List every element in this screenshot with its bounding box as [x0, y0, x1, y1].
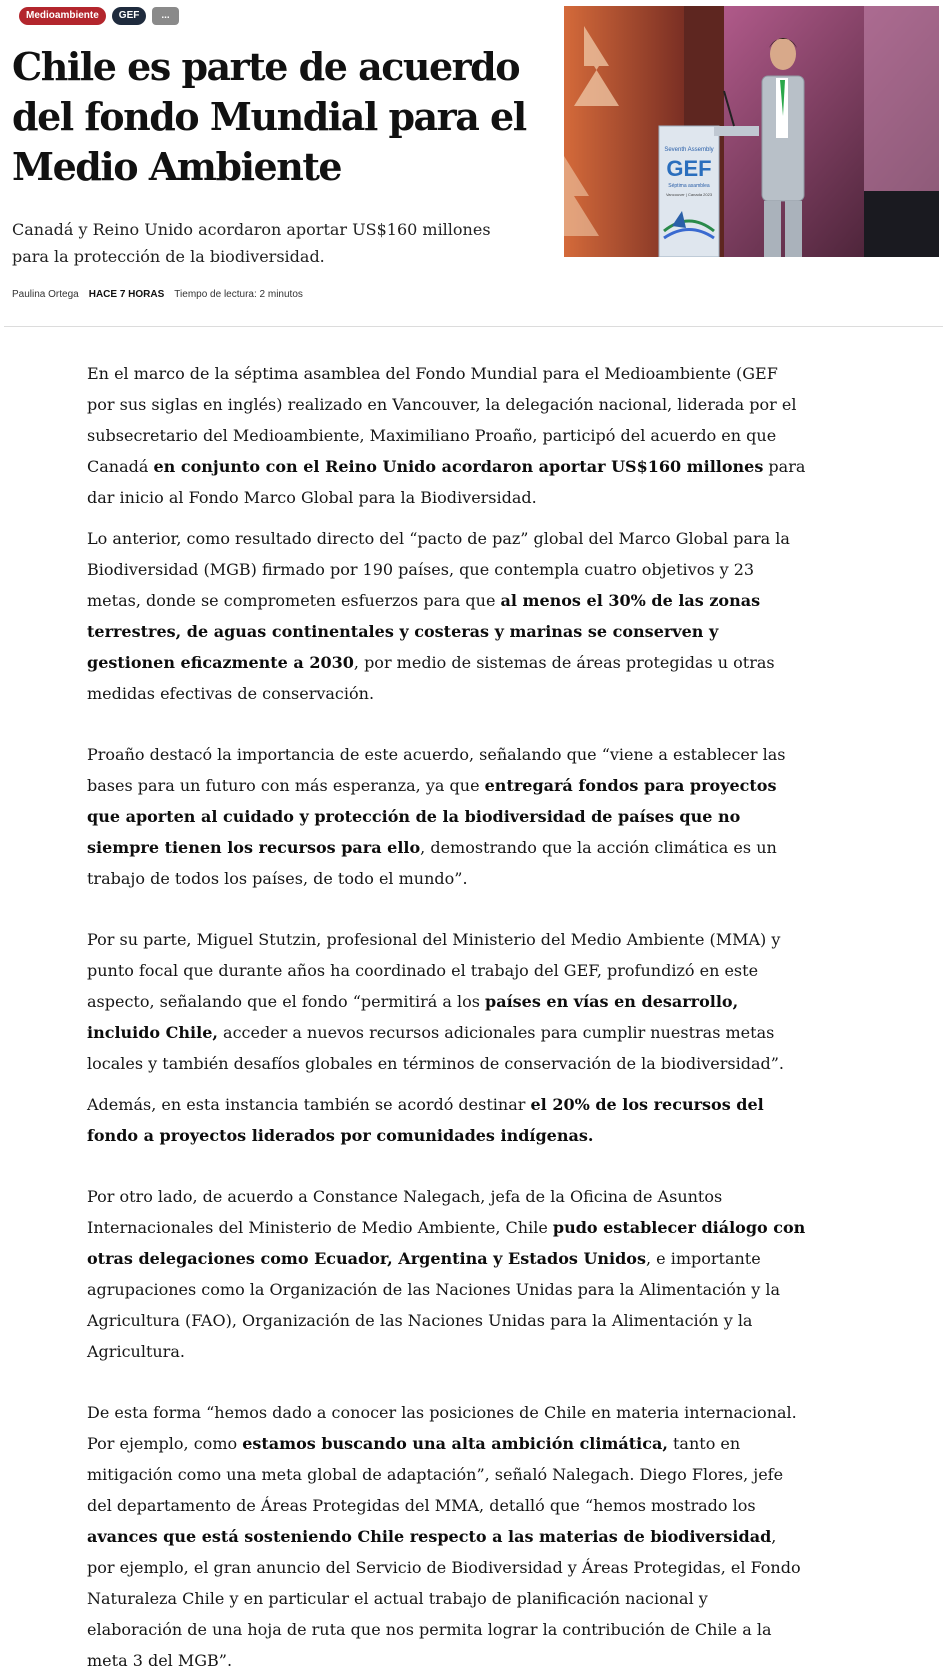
- author-name[interactable]: Paulina Ortega: [12, 289, 79, 300]
- podium-line-3: Vancouver | Canada 2023: [665, 192, 713, 197]
- article-header: [4, 0, 943, 327]
- text-run: En el marco de la séptima asamblea del Fondo Mundial para el Medioambiente (GEF por sus siglas en inglés) realizado en Vancouver, la delegación nacional, liderada por el subsecretario del Medioambiente, Maximiliano Proaño, participó del acuerdo en que Canadá: [87, 364, 797, 476]
- publish-time: HACE 7 HORAS: [88, 289, 165, 300]
- podium-line-1: Seventh Assembly: [664, 147, 714, 153]
- text-run: , demostrando que la acción climática es un trabajo de todos los países, de todo el mundo”.: [87, 838, 777, 888]
- podium-logo: GEF: [666, 156, 712, 181]
- article-paragraph: [87, 1397, 807, 1676]
- article-paragraph: [87, 924, 807, 1079]
- text-run: Proaño destacó la importancia de este acuerdo, señalando que “viene a establecer las bases para un futuro con más esperanza, ya que: [87, 745, 786, 795]
- hero-photo-illustration: [564, 6, 939, 257]
- bold-text: estamos buscando una alta ambición climática,: [242, 1434, 668, 1453]
- text-run: Por su parte, Miguel Stutzin, profesional del Ministerio del Medio Ambiente (MMA) y punto focal que durante años ha coordinado el trabajo del GEF, profundizó en este aspecto, señalando que el fondo “permitirá a los: [87, 930, 781, 1011]
- bold-text: en conjunto con el Reino Unido acordaron aportar US$160 millones: [153, 457, 764, 476]
- tag-gef[interactable]: GEF: [112, 7, 147, 25]
- tag-more[interactable]: ...: [152, 7, 178, 25]
- text-run: Además, en esta instancia también se acordó destinar: [87, 1095, 531, 1114]
- article-paragraph: [87, 739, 807, 894]
- headline: Chile es parte de acuerdo del fondo Mundial para el Medio Ambiente: [12, 44, 526, 189]
- bold-text: países en vías en desarrollo, incluido Chile,: [87, 992, 739, 1042]
- text-run: para dar inicio al Fondo Marco Global para la Biodiversidad.: [87, 457, 806, 507]
- subtitle: Canadá y Reino Unido acordaron aportar US$160 millones para la protección de la biodiversidad.: [12, 220, 491, 266]
- article-body: [87, 358, 807, 1676]
- bold-text: pudo establecer diálogo con otras delegaciones como Ecuador, Argentina y Estados Unidos: [87, 1218, 806, 1268]
- article-paragraph: [87, 358, 807, 513]
- text-run: Lo anterior, como resultado directo del “pacto de paz” global del Marco Global para la Biodiversidad (MGB) firmado por 190 países, que contempla cuatro objetivos y 23 metas, donde se comprometen esfuerzos para que: [87, 529, 790, 610]
- bold-text: entregará fondos para proyectos que aporten al cuidado y protección de la biodiversidad de países que no siempre tienen los recursos para ello: [87, 776, 777, 857]
- article-paragraph: [87, 1089, 807, 1151]
- text-run: Por otro lado, de acuerdo a Constance Nalegach, jefa de la Oficina de Asuntos Internacionales del Ministerio de Medio Ambiente, Chile: [87, 1187, 723, 1237]
- bold-text: avances que está sosteniendo Chile respecto a las materias de biodiversidad: [87, 1527, 772, 1546]
- text-run: tanto en mitigación como una meta global de adaptación”, señaló Nalegach. Diego Flores, jefe del departamento de Áreas Protegidas del MMA, detalló que “hemos mostrado los: [87, 1434, 784, 1515]
- article-paragraph: [87, 523, 807, 709]
- reading-time: Tiempo de lectura: 2 minutos: [174, 289, 303, 300]
- article-paragraph: [87, 1181, 807, 1367]
- text-run: , por ejemplo, el gran anuncio del Servicio de Biodiversidad y Áreas Protegidas, el Fondo Naturaleza Chile y en particular el actual trabajo de planificación nacional y elaboración de una hoja de ruta que nos permita lograr la contribución de Chile a la meta 3 del MGB”.: [87, 1527, 801, 1670]
- text-run: De esta forma “hemos dado a conocer las posiciones de Chile en materia internacional. Por ejemplo, como: [87, 1403, 797, 1453]
- text-run: acceder a nuevos recursos adicionales para cumplir nuestras metas locales y también desafíos globales en términos de conservación de la biodiversidad”.: [87, 1023, 784, 1073]
- text-run: , por medio de sistemas de áreas protegidas u otras medidas efectivas de conservación.: [87, 653, 775, 703]
- hero-photo[interactable]: [564, 6, 939, 257]
- text-run: , e importante agrupaciones como la Organización de las Naciones Unidas para la Alimentación y la Agricultura (FAO), Organización de las Naciones Unidas para la Alimentación y la Agricultura.: [87, 1249, 780, 1361]
- bold-text: al menos el 30% de las zonas terrestres, de aguas continentales y costeras y marinas se conserven y gestionen eficazmente a 2030: [87, 591, 761, 672]
- bold-text: el 20% de los recursos del fondo a proyectos liderados por comunidades indígenas.: [87, 1095, 764, 1145]
- byline: [12, 289, 303, 300]
- podium-line-2: Séptima asamblea: [668, 183, 710, 189]
- tag-list: [19, 7, 179, 25]
- tag-medioambiente[interactable]: Medioambiente: [19, 7, 106, 25]
